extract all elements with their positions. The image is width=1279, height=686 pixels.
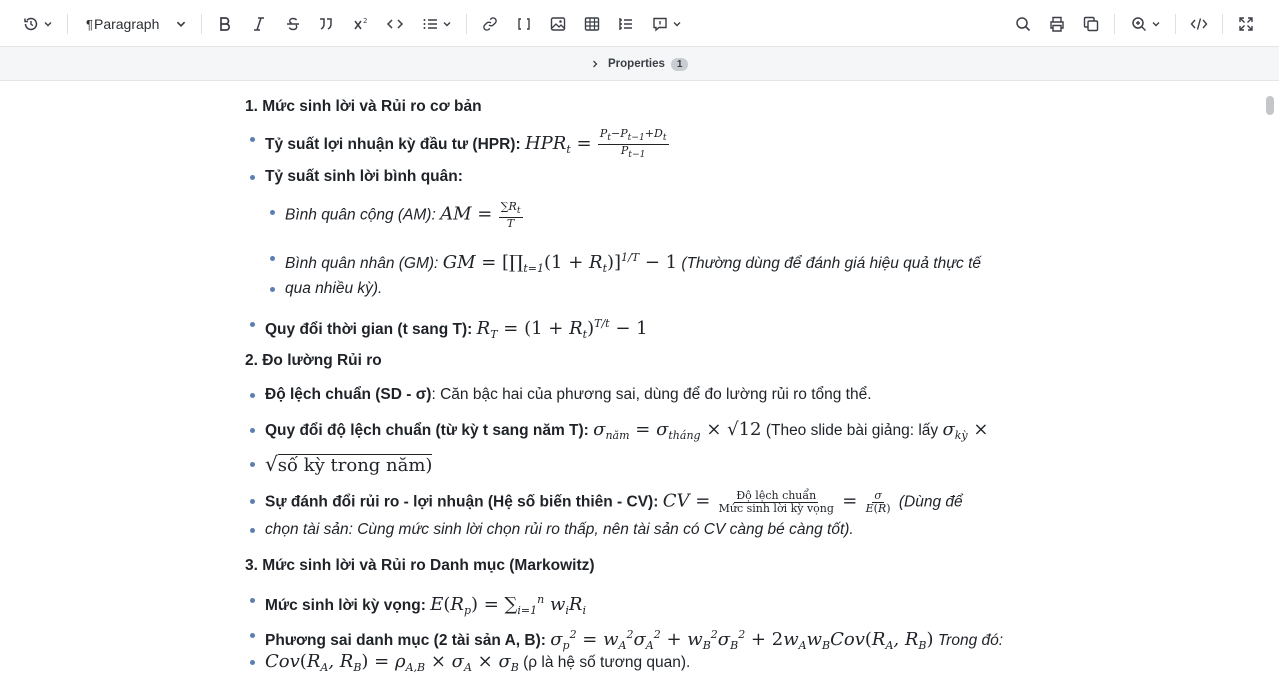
list-item [265, 128, 1015, 161]
er-label: Mức sinh lời kỳ vọng: [265, 597, 426, 614]
link-button[interactable] [479, 8, 501, 40]
link-icon [482, 16, 498, 32]
fullscreen-icon [1238, 16, 1254, 32]
cv-num: Độ lệch chuẩn [736, 489, 817, 502]
quote-icon [318, 16, 334, 32]
history-dropdown[interactable] [20, 8, 56, 40]
editor-toolbar [0, 0, 1279, 47]
chevron-right-icon [590, 59, 600, 69]
paragraph-style-label: Paragraph [93, 16, 160, 32]
table-icon [584, 16, 600, 32]
image-button[interactable] [547, 8, 569, 40]
sigma-ky: $\sigma_{kỳ}$ × [942, 419, 989, 442]
chevron-down-icon [442, 19, 452, 29]
list-item [265, 490, 1015, 515]
source-code-icon [1190, 16, 1208, 32]
list-item [265, 419, 1015, 447]
table-button[interactable] [581, 8, 603, 40]
separator [67, 14, 68, 34]
list-dropdown[interactable] [419, 8, 455, 40]
properties-bar [0, 47, 1279, 81]
strikethrough-button[interactable] [282, 8, 304, 40]
conv-label: Quy đổi thời gian (t sang T): [265, 321, 473, 338]
chevron-down-icon [672, 19, 682, 29]
outline-button[interactable] [615, 8, 637, 40]
cv-label: Sự đánh đổi rủi ro - lợi nhuận (Hệ số biến thiên - CV): [265, 493, 659, 511]
pilcrow-icon: ¶ [86, 16, 93, 32]
sdconv-sqrt: số kỳ trong năm) [277, 455, 433, 476]
list-item-continuation [265, 453, 1015, 478]
section-heading: 1. Mức sinh lời và Rủi ro cơ bản [245, 98, 482, 115]
list-item [285, 201, 1015, 230]
comment-dropdown[interactable] [649, 8, 685, 40]
hpr-formula: $HPR_t$ = [524, 132, 592, 156]
printer-icon [1049, 16, 1065, 32]
am-label: Bình quân cộng (AM): [285, 206, 436, 224]
list-item [265, 166, 1015, 188]
list-item [285, 247, 1015, 280]
er-formula: $E(R_p) = \sum_{i=1}^n$ $w_iR_i$ [430, 593, 586, 617]
am-formula: AM = [440, 203, 493, 225]
chevron-down-icon [1151, 19, 1161, 29]
bold-button[interactable] [214, 8, 236, 40]
list-indent-icon [618, 16, 634, 32]
var-label: Phương sai danh mục (2 tài sản A, B): [265, 632, 546, 649]
separator [466, 14, 467, 34]
gm-note: (Thường dùng để đánh giá hiệu quả thực tế [681, 255, 982, 272]
cov-formula: $Cov(R_A$, $R_B) = \rho_{A,B} \times \sigma_A \times \sigma_B$ [265, 651, 519, 674]
gm-label: Bình quân nhân (GM): [285, 255, 439, 272]
sdconv-formula: $\sigma_{năm} = \sigma_{tháng} \times √12$ [593, 419, 762, 442]
gm-note-cont: qua nhiều kỳ). [285, 280, 383, 297]
sd-label: Độ lệch chuẩn (SD - σ) [265, 386, 432, 403]
svg-text:2: 2 [363, 17, 368, 25]
section-heading: 2. Đo lường Rủi ro [245, 352, 382, 369]
bullet-list-icon [422, 16, 438, 32]
source-code-button[interactable] [1188, 8, 1210, 40]
gm-formula: GM = $[\prod_{t=1}(1 + R_t)]^{1/T} - 1$ [442, 251, 678, 275]
cv-fraction [717, 490, 836, 515]
properties-count-badge: 1 [671, 58, 689, 71]
italic-icon [252, 16, 266, 32]
chevron-down-icon [175, 18, 187, 30]
sd-text: : Căn bậc hai của phương sai, dùng để đo lường rủi ro tổng thể. [431, 386, 872, 403]
cv-note: (Dùng để [898, 493, 963, 511]
cv-formula: CV = [662, 490, 711, 512]
chevron-down-icon [43, 19, 53, 29]
rho-text: (ρ là hệ số tương quan). [523, 654, 691, 671]
am-fraction: $\frac{\sum R_t}{T}$ [500, 200, 521, 231]
properties-label: Properties [608, 58, 665, 70]
section-heading: 3. Mức sinh lời và Rủi ro Danh mục (Markowitz) [245, 557, 595, 574]
superscript-button[interactable] [350, 8, 372, 40]
inline-code-button[interactable] [384, 8, 406, 40]
blockquote-button[interactable] [315, 8, 337, 40]
copy-icon [1083, 16, 1099, 32]
scrollbar-thumb[interactable] [1266, 96, 1274, 115]
separator [201, 14, 202, 34]
cv-note-cont: chọn tài sản: Cùng mức sinh lời chọn rủi ro thấp, nên tài sản có CV càng bé càng tốt). [265, 521, 854, 538]
brackets-icon [516, 16, 532, 32]
var-note: Trong đó: [937, 632, 1004, 649]
separator [1175, 14, 1176, 34]
separator [1222, 14, 1223, 34]
fullscreen-button[interactable] [1235, 8, 1257, 40]
cv-eq: = [842, 490, 858, 512]
properties-toggle[interactable] [590, 55, 688, 73]
separator [1114, 14, 1115, 34]
avg-label: Tỷ suất sinh lời bình quân: [265, 168, 463, 185]
cv-den: Mức sinh lời kỳ vọng [718, 502, 834, 515]
strikethrough-icon [285, 16, 301, 32]
history-icon [23, 16, 39, 32]
sdconv-label: Quy đổi độ lệch chuẩn (từ kỳ t sang năm T): [265, 422, 589, 439]
zoom-dropdown[interactable] [1128, 8, 1164, 40]
bold-icon [218, 16, 232, 32]
var-formula: $\sigma_p^2 = w_A^2\sigma_A^2 + w_B^2\sigma_B^2 + 2w_Aw_BCov(R_A$, $R_B$) [550, 628, 934, 652]
superscript-icon [353, 16, 369, 32]
list-item [265, 313, 1015, 346]
cv-fraction-2: $\frac{\sigma}{E(R)}$ [865, 489, 891, 515]
code-icon [386, 16, 404, 32]
italic-button[interactable] [248, 8, 270, 40]
math-button[interactable] [513, 8, 535, 40]
conv-formula: $R_T = (1 + R_t)^{T/t} - 1$ [476, 317, 648, 341]
hpr-fraction: $\frac{P_t-P_{t-1}+D_t}{P_{t-1}}$ [599, 127, 667, 161]
sqrt-symbol: √ [265, 452, 278, 476]
image-icon [550, 16, 566, 32]
zoom-in-icon [1131, 16, 1147, 32]
sdconv-note: (Theo slide bài giảng: lấy [765, 422, 939, 439]
comment-icon [652, 16, 668, 32]
search-button[interactable] [1012, 8, 1034, 40]
copy-button[interactable] [1080, 8, 1102, 40]
print-button[interactable] [1046, 8, 1068, 40]
list-item [265, 589, 1015, 622]
list-item-continuation [285, 278, 1015, 300]
list-item-continuation [265, 519, 1015, 541]
list-item [265, 384, 1015, 406]
paragraph-style-select[interactable] [86, 8, 190, 40]
hpr-label: Tỷ suất lợi nhuận kỳ đầu tư (HPR): [265, 135, 521, 153]
list-item-continuation [265, 651, 1015, 679]
search-icon [1015, 16, 1031, 32]
